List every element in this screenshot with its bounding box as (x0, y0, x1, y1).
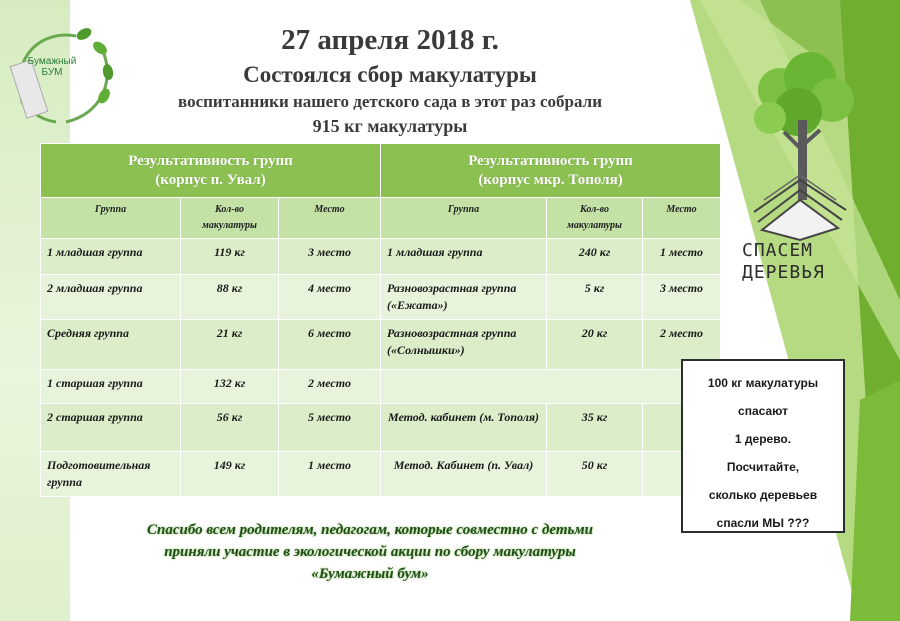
cell-left-group: 1 младшая группа (41, 239, 181, 275)
note-line2: спасают (738, 404, 788, 418)
table-row (41, 275, 721, 320)
table-row (41, 239, 721, 275)
note-line3: 1 дерево. (734, 432, 792, 446)
thanks-message (60, 519, 680, 585)
col-header-group-left: Группа (41, 198, 181, 239)
note-line6: спасли МЫ ??? (716, 516, 810, 530)
cell-right-amount: 240 кг (547, 239, 643, 275)
col-header-amount-line2: макулатуры (202, 220, 257, 231)
logo-text (22, 56, 82, 78)
logo-text-line1: Бумажный (27, 56, 77, 67)
cell-right-amount: 50 кг (547, 452, 643, 497)
cell-right-group: Метод. кабинет (м. Тополя) (381, 404, 547, 452)
col-header-amount-line1: Кол-во (215, 204, 244, 215)
cell-left-amount: 88 кг (181, 275, 279, 320)
results-table (40, 143, 721, 497)
right-header-line1: Результативность групп (468, 152, 633, 169)
table-row (41, 404, 721, 452)
cell-right-place: 3 место (643, 275, 721, 320)
event-date: 27 апреля 2018 г. (281, 24, 499, 56)
table-row (41, 370, 721, 404)
total-amount: 915 кг макулатуры (312, 116, 468, 136)
logo-text-line2: БУМ (41, 67, 63, 78)
table-column-header-row (41, 198, 721, 239)
cell-right-place: 1 место (643, 239, 721, 275)
col-header-place-right: Место (643, 198, 721, 239)
col-header-amount-line2: макулатуры (567, 220, 622, 231)
note-line1: 100 кг макулатуры (707, 376, 819, 390)
note-line4: Посчитайте, (726, 460, 800, 474)
thanks-line1: Спасибо всем родителям, педагогам, которые совместно с детьми (146, 522, 593, 538)
cell-right-amount: 5 кг (547, 275, 643, 320)
table-row (41, 320, 721, 370)
cell-left-place: 4 место (279, 275, 381, 320)
note-line5: сколько деревьев (708, 488, 818, 502)
cell-left-amount: 21 кг (181, 320, 279, 370)
left-header-line1: Результативность групп (128, 152, 293, 169)
cell-left-place: 5 место (279, 404, 381, 452)
cell-right-group: Разновозрастная группа («Ежата») (381, 275, 547, 320)
trees-saved-note (681, 359, 845, 533)
cell-left-place: 3 место (279, 239, 381, 275)
cell-left-amount: 149 кг (181, 452, 279, 497)
col-header-amount-left (181, 198, 279, 239)
cell-left-group: 2 младшая группа (41, 275, 181, 320)
col-header-amount-line1: Кол-во (580, 204, 609, 215)
page-subtitle: воспитанники нашего детского сада в этот раз собрали (178, 92, 602, 111)
cell-right-group: Метод. Кабинет (п. Увал) (381, 452, 547, 497)
col-header-place-left: Место (279, 198, 381, 239)
cell-left-amount: 119 кг (181, 239, 279, 275)
thanks-line3: «Бумажный бум» (311, 566, 429, 582)
cell-right-empty (381, 370, 721, 404)
slogan-line2: ДЕРЕВЬЯ (742, 262, 825, 283)
save-trees-slogan (742, 240, 852, 284)
cell-right-group: Разновозрастная группа («Солнышки») (381, 320, 547, 370)
cell-right-amount: 35 кг (547, 404, 643, 452)
cell-left-place: 6 место (279, 320, 381, 370)
cell-left-amount: 56 кг (181, 404, 279, 452)
cell-left-group: Средняя группа (41, 320, 181, 370)
cell-left-group: 1 старшая группа (41, 370, 181, 404)
cell-left-place: 2 место (279, 370, 381, 404)
page-title: Состоялся сбор макулатуры (243, 62, 537, 87)
col-header-group-right: Группа (381, 198, 547, 239)
cell-right-amount: 20 кг (547, 320, 643, 370)
col-header-amount-right (547, 198, 643, 239)
cell-left-group: 2 старшая группа (41, 404, 181, 452)
right-header-line2: (корпус мкр. Тополя) (478, 171, 623, 188)
cell-right-group: 1 младшая группа (381, 239, 547, 275)
left-building-header (41, 144, 381, 198)
slogan-line1: СПАСЕМ (742, 240, 814, 261)
thanks-line2: приняли участие в экологической акции по сбору макулатуры (164, 544, 576, 560)
table-row (41, 452, 721, 497)
cell-left-place: 1 место (279, 452, 381, 497)
cell-right-place: 2 место (643, 320, 721, 370)
left-header-line2: (корпус п. Увал) (155, 171, 266, 188)
cell-left-amount: 132 кг (181, 370, 279, 404)
right-building-header (381, 144, 721, 198)
table-group-header-row (41, 144, 721, 198)
cell-left-group: Подготовительная группа (41, 452, 181, 497)
